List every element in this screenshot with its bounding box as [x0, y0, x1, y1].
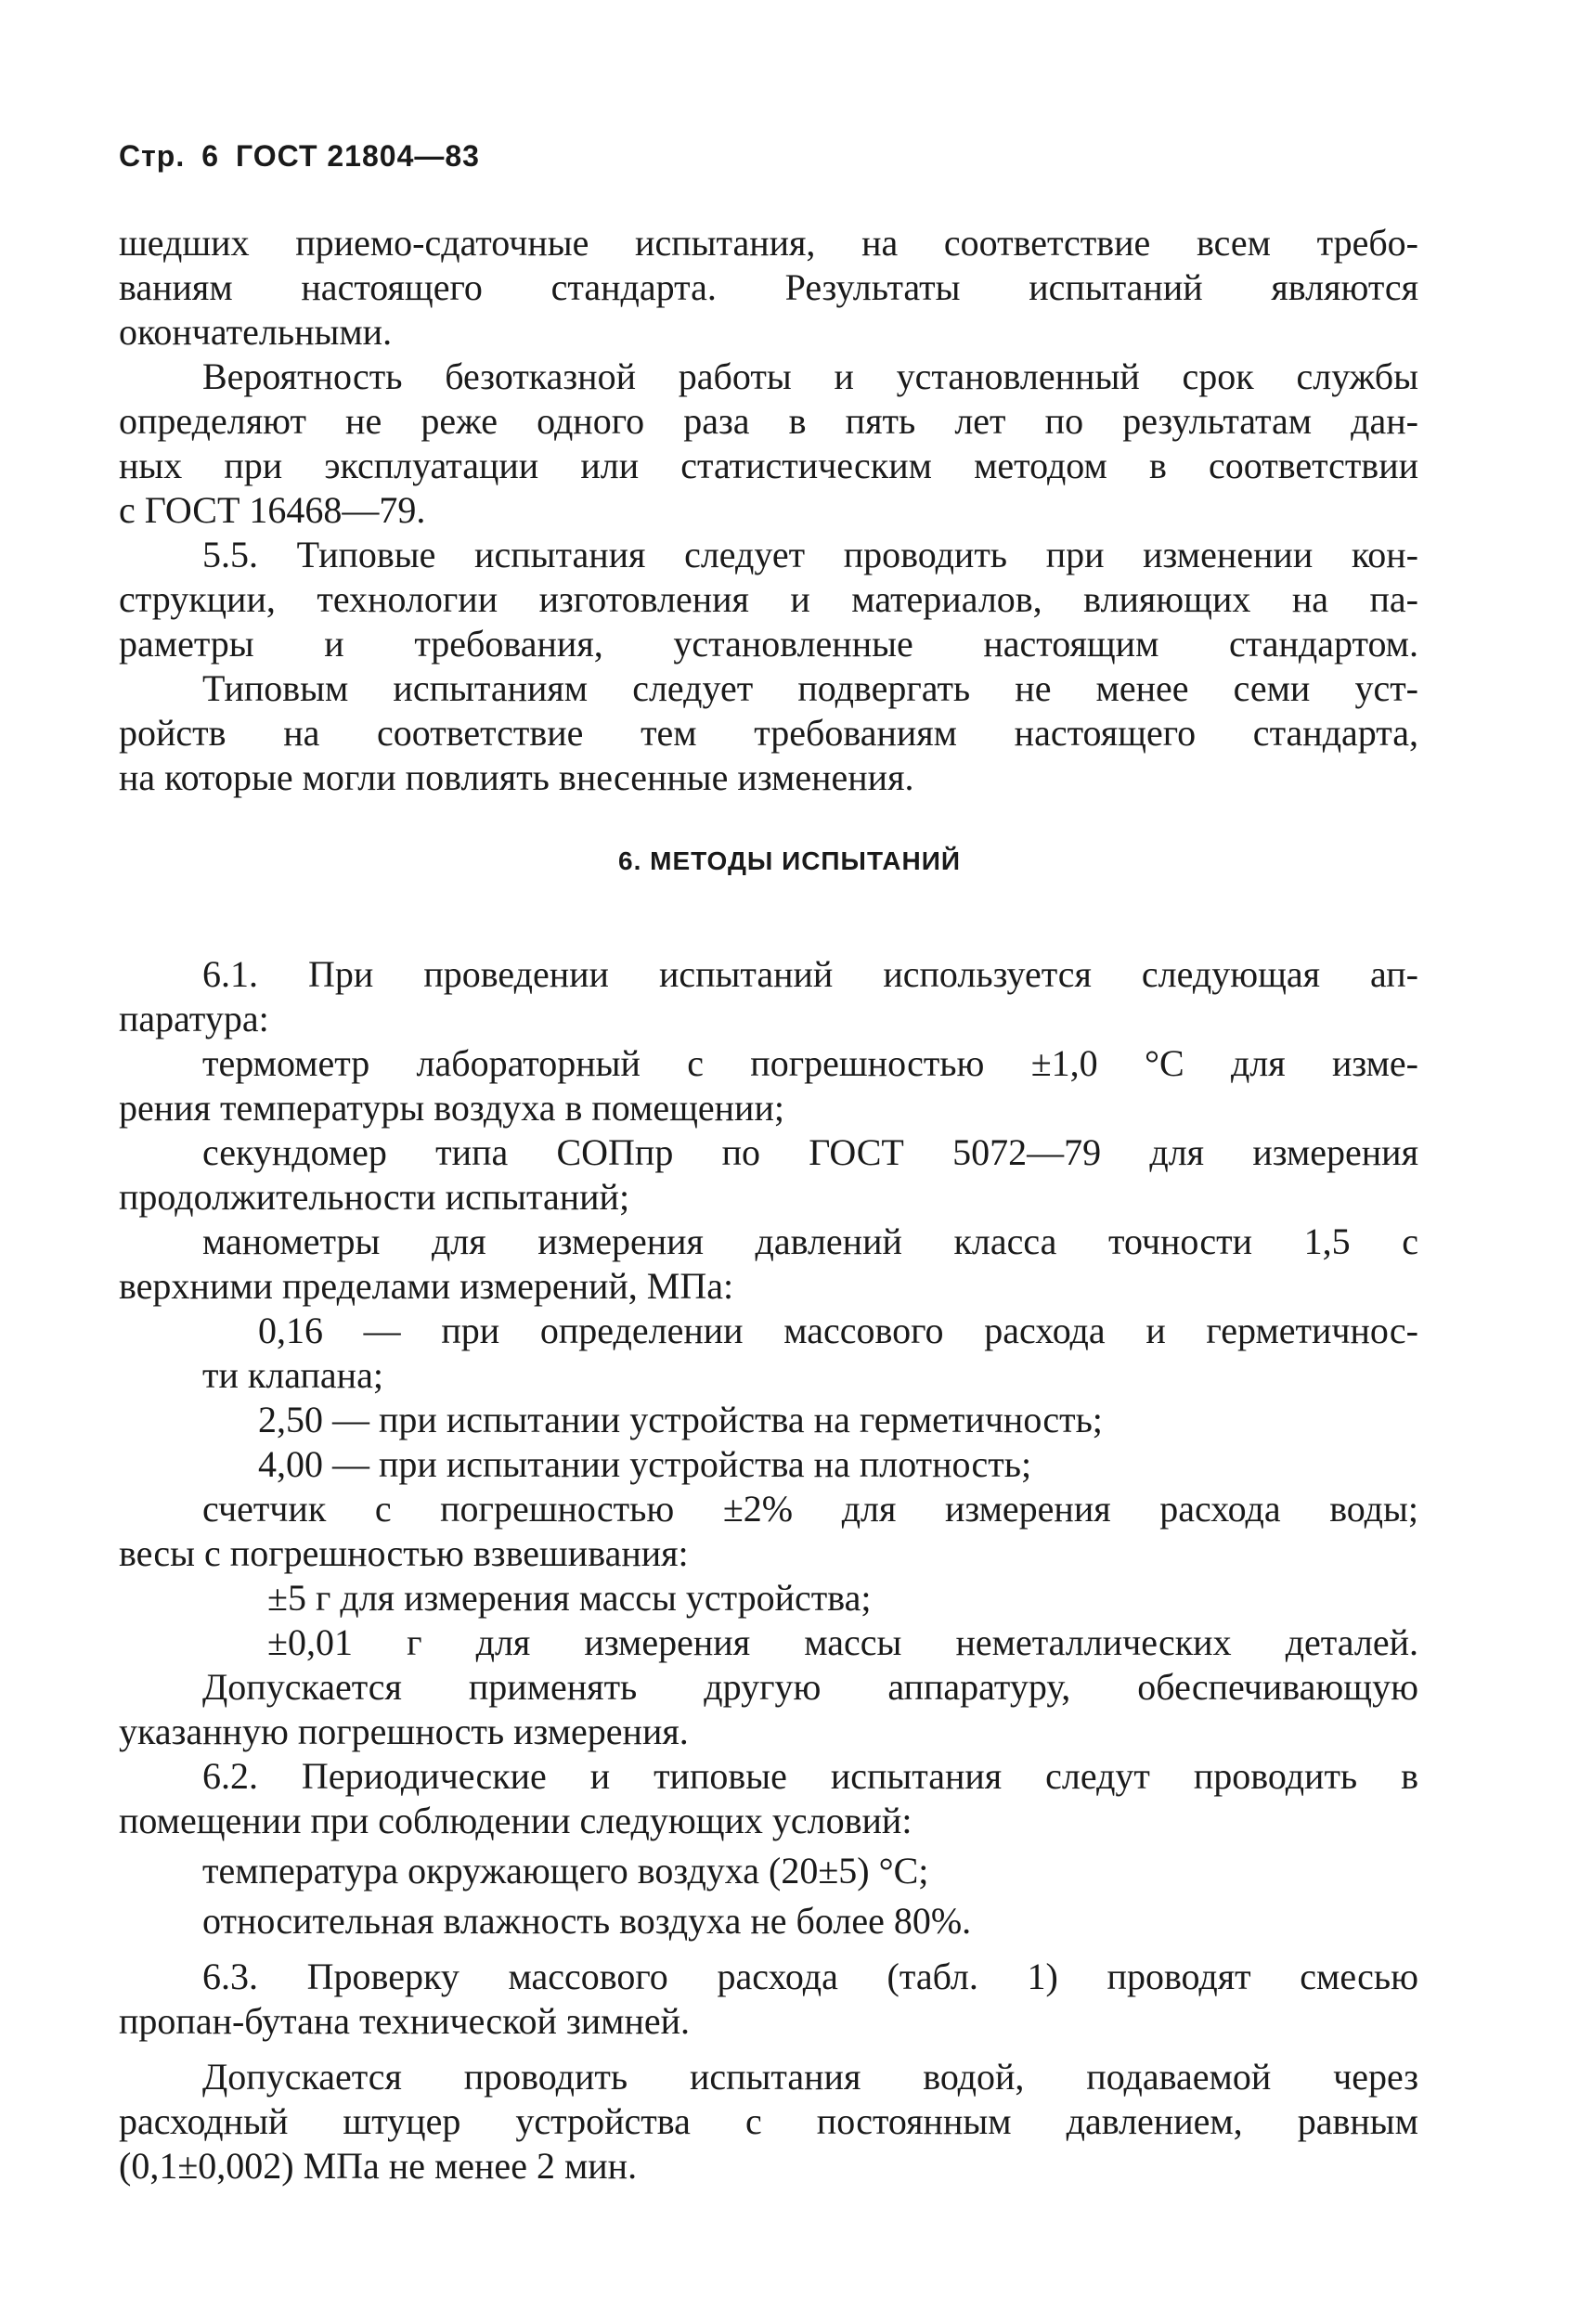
text-line: паратура:	[119, 998, 269, 1039]
text-line: 5.5. Типовые испытания следует проводить при изменении кон-	[202, 534, 1418, 575]
text-line: определяют не реже одного раза в пять лет по результатам дан-	[119, 400, 1418, 442]
text-line: продолжительности испытаний;	[119, 1176, 630, 1218]
text-line: ±5 г для измерения массы устройства;	[267, 1577, 872, 1619]
text-line: секундомер типа СОПпр по ГОСТ 5072—79 для измерения	[202, 1131, 1418, 1173]
text-line: помещении при соблюдении следующих условий:	[119, 1800, 912, 1841]
text-line: 6.1. При проведении испытаний используется следующая ап-	[202, 953, 1418, 995]
text-line: окончательными.	[119, 311, 393, 353]
page-number: 6	[201, 139, 220, 173]
standard-number: ГОСТ 21804—83	[236, 139, 480, 173]
text-line: счетчик с погрешностью ±2% для измерения расхода воды;	[202, 1488, 1418, 1530]
text-line: 0,16 — при определении массового расхода и герметичнос-	[258, 1310, 1418, 1351]
text-line: с ГОСТ 16468—79.	[119, 489, 426, 531]
text-line: ти клапана;	[202, 1354, 383, 1396]
text-line: пропан-бутана технической зимней.	[119, 2000, 691, 2042]
text-line: 2,50 — при испытании устройства на герметичность;	[258, 1399, 1103, 1440]
text-line: термометр лабораторный с погрешностью ±1,0 °С для изме-	[202, 1042, 1418, 1084]
text-line: раметры и требования, установленные настоящим стандартом.	[119, 623, 1418, 665]
text-line: ных при эксплуатации или статистическим методом в соответствии	[119, 445, 1418, 486]
text-line: 6.2. Периодические и типовые испытания следут проводить в	[202, 1755, 1418, 1797]
running-header	[119, 139, 497, 174]
text-line: струкции, технологии изготовления и материалов, влияющих на па-	[119, 578, 1418, 620]
text-line: ваниям настоящего стандарта. Результаты испытаний являются	[119, 266, 1418, 308]
text-line: ройств на соответствие тем требованиям настоящего стандарта,	[119, 712, 1418, 754]
text-line: на которые могли повлиять внесенные изменения.	[119, 756, 914, 798]
text-line: расходный штуцер устройства с постоянным давлением, равным	[119, 2100, 1418, 2142]
text-line: указанную погрешность измерения.	[119, 1711, 689, 1752]
text-line: рения температуры воздуха в помещении;	[119, 1087, 784, 1129]
text-line: Вероятность безотказной работы и установленный срок службы	[202, 355, 1418, 397]
text-line: манометры для измерения давлений класса точности 1,5 с	[202, 1220, 1418, 1262]
text-line: 6.3. Проверку массового расхода (табл. 1) проводят смесью	[202, 1956, 1418, 1997]
text-line: шедших приемо-сдаточные испытания, на соответствие всем требо-	[119, 222, 1418, 264]
page-label: Стр.	[119, 139, 186, 173]
text-line: Допускается применять другую аппаратуру, обеспечивающую	[202, 1666, 1418, 1708]
text-line: Допускается проводить испытания водой, подаваемой через	[202, 2056, 1418, 2098]
text-line: Типовым испытаниям следует подвергать не менее семи уст-	[202, 667, 1418, 709]
text-line: (0,1±0,002) МПа не менее 2 мин.	[119, 2145, 638, 2187]
text-line: ±0,01 г для измерения массы неметаллических деталей.	[267, 1621, 1418, 1663]
text-line: 4,00 — при испытании устройства на плотность;	[258, 1443, 1032, 1485]
text-line: весы с погрешностью взвешивания:	[119, 1532, 689, 1574]
section-heading: 6. МЕТОДЫ ИСПЫТАНИЙ	[618, 846, 961, 875]
text-line: относительная влажность воздуха не более 80%.	[202, 1900, 972, 1942]
text-line: верхними пределами измерений, МПа:	[119, 1265, 734, 1307]
text-line: температура окружающего воздуха (20±5) °С;	[202, 1850, 929, 1891]
